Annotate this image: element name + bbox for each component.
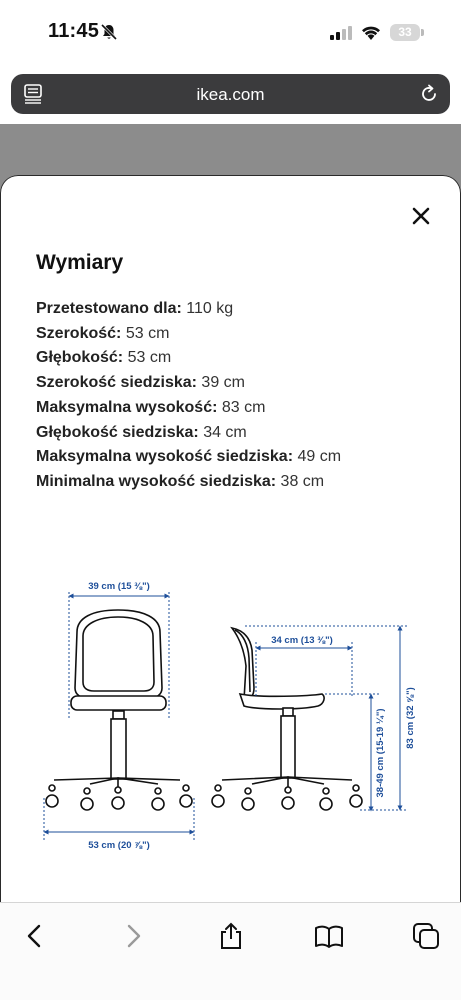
- url-domain[interactable]: ikea.com: [196, 85, 265, 104]
- spec-item: [36, 297, 341, 322]
- chair-dimension-diagram: [30, 570, 430, 870]
- spec-label: Głębokość:: [36, 349, 124, 367]
- close-icon[interactable]: [408, 203, 434, 229]
- battery-cap: [421, 29, 424, 36]
- address-bar[interactable]: [11, 74, 450, 114]
- spec-value: 110 kg: [186, 300, 234, 317]
- browser-toolbar: [0, 902, 461, 1000]
- wifi-icon: [360, 23, 382, 40]
- spec-item: [36, 346, 341, 371]
- spec-item: [36, 396, 341, 421]
- reload-icon[interactable]: [419, 84, 439, 104]
- chevron-right-icon[interactable]: [118, 921, 148, 951]
- spec-label: Maksymalna wysokość:: [36, 398, 218, 416]
- chair-side-view: [212, 628, 362, 810]
- chair-front-view: [46, 610, 192, 810]
- spec-label: Szerokość siedziska:: [36, 374, 197, 392]
- total-width-label: 53 cm (20 ⅞"): [88, 840, 150, 851]
- spec-value: 34 cm: [203, 423, 247, 441]
- bell-muted-icon: [100, 23, 118, 41]
- spec-value: 53 cm: [127, 349, 172, 367]
- spec-item: [36, 371, 341, 396]
- tabs-icon[interactable]: [411, 921, 441, 951]
- spec-label: Maksymalna wysokość siedziska:: [36, 448, 294, 466]
- spec-value: 49 cm: [297, 448, 342, 466]
- total-height-label: 83 cm (32 ⅝"): [405, 687, 416, 749]
- chevron-left-icon[interactable]: [20, 921, 50, 951]
- spec-value: 83 cm: [221, 398, 266, 416]
- status-time: 11:45: [48, 20, 100, 42]
- spec-label: Minimalna wysokość siedziska:: [36, 472, 277, 490]
- spec-label: Głębokość siedziska:: [36, 423, 199, 441]
- spec-list: [36, 297, 341, 495]
- seat-height-label: 38-49 cm (15-19 ¼"): [375, 708, 386, 798]
- seat-width-label: 39 cm (15 ⅜"): [88, 581, 150, 592]
- status-bar: [0, 0, 461, 70]
- spec-item: [36, 322, 341, 347]
- spec-item: [36, 470, 341, 495]
- seat-depth-label: 34 cm (13 ⅜"): [271, 635, 333, 646]
- spec-label: Szerokość:: [36, 324, 122, 342]
- battery-level: 33: [398, 25, 412, 39]
- spec-value: 39 cm: [201, 374, 245, 392]
- share-icon[interactable]: [216, 921, 246, 951]
- spec-item: [36, 445, 341, 470]
- battery-indicator: [390, 24, 420, 41]
- book-icon[interactable]: [314, 921, 344, 951]
- spec-item: [36, 421, 341, 446]
- spec-label: Przetestowano dla:: [36, 300, 182, 317]
- spec-value: 53 cm: [125, 324, 170, 342]
- modal-title: Wymiary: [36, 251, 124, 274]
- spec-value: 38 cm: [280, 472, 325, 490]
- cellular-signal-icon: [330, 26, 352, 40]
